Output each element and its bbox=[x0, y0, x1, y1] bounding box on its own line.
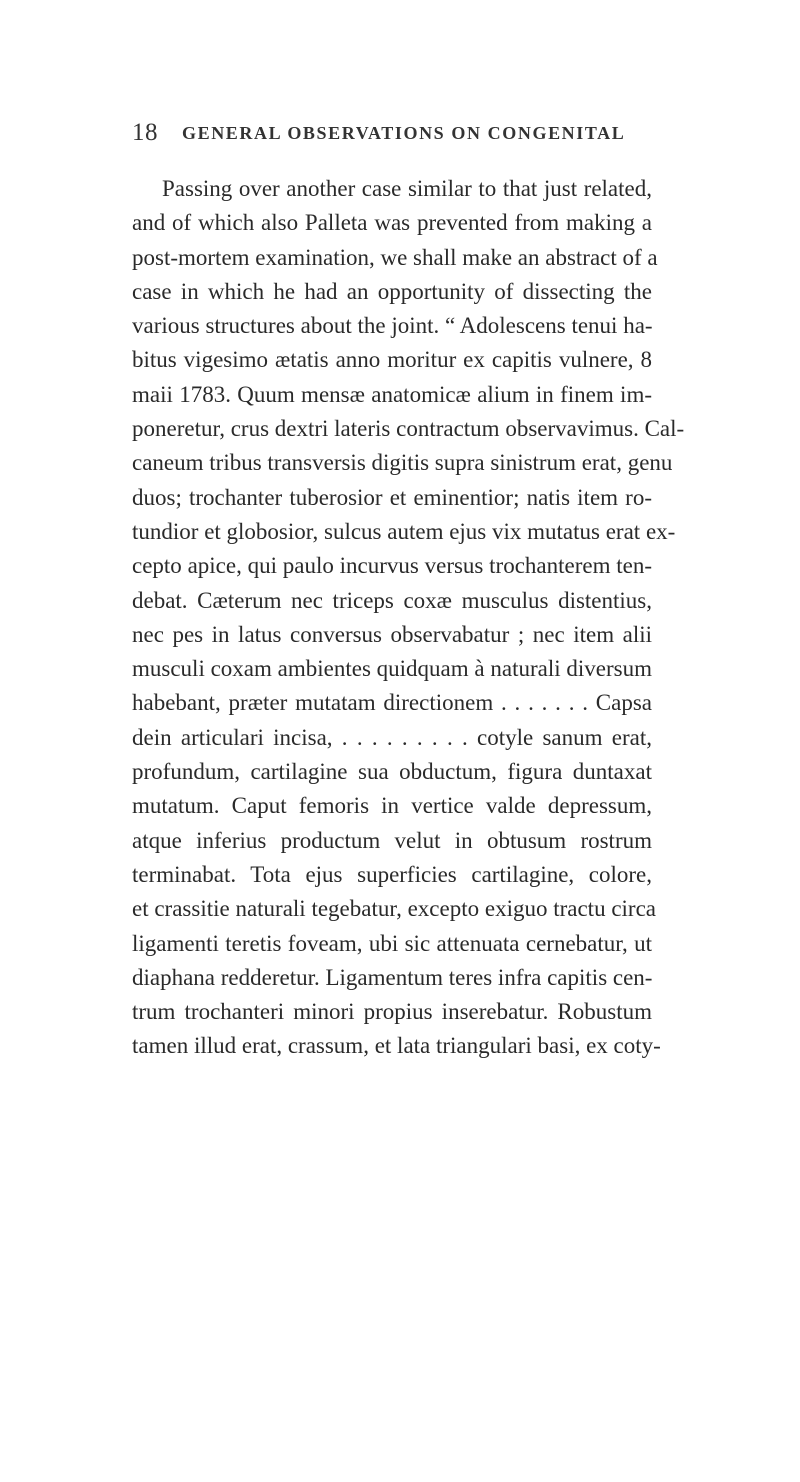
page-number: 18 bbox=[132, 119, 158, 146]
text-line: case in which he had an opportunity of dissecting the bbox=[132, 278, 652, 304]
text-line: poneretur, crus dextri lateris contractum observavimus. Cal- bbox=[132, 416, 685, 442]
text-line: dein articulari incisa, . . . . . . . . . cotyle sanum erat, bbox=[132, 724, 652, 750]
text-line: post-mortem examination, we shall make an abstract of a bbox=[132, 244, 658, 270]
text-line: bitus vigesimo ætatis anno moritur ex capitis vulnere, 8 bbox=[132, 347, 652, 373]
text-line: cepto apice, qui paulo incurvus versus trochanterem ten- bbox=[132, 553, 652, 579]
text-line: debat. Cæterum nec triceps coxæ musculus distentius, bbox=[132, 587, 652, 613]
text-line: tundior et globosior, sulcus autem ejus vix mutatus erat ex- bbox=[132, 518, 676, 544]
text-line: terminabat. Tota ejus superficies cartilagine, colore, bbox=[132, 861, 652, 887]
text-line: musculi coxam ambientes quidquam à naturali diversum bbox=[132, 656, 652, 682]
text-line: maii 1783. Quum mensæ anatomicæ alium in finem im- bbox=[132, 381, 652, 407]
text-line: trum trochanteri minori propius inserebatur. Robustum bbox=[132, 999, 652, 1025]
running-head-title: GENERAL OBSERVATIONS ON CONGENITAL bbox=[182, 123, 626, 143]
text-line: ligamenti teretis foveam, ubi sic attenuata cernebatur, ut bbox=[132, 930, 652, 956]
text-line: caneum tribus transversis digitis supra sinistrum erat, genu bbox=[132, 450, 673, 476]
text-line: tamen illud erat, crassum, et lata triangulari basi, ex coty- bbox=[132, 1033, 661, 1059]
text-line: duos; trochanter tuberosior et eminentior; natis item ro- bbox=[132, 484, 652, 510]
text-line: and of which also Palleta was prevented from making a bbox=[132, 210, 652, 236]
text-line: et crassitie naturali tegebatur, excepto exiguo tractu circa bbox=[132, 896, 656, 922]
text-line: mutatum. Caput femoris in vertice valde depressum, bbox=[132, 793, 652, 819]
running-head bbox=[132, 119, 652, 149]
text-line: various structures about the joint. “ Adolescens tenui ha- bbox=[132, 313, 653, 339]
text-line: atque inferius productum velut in obtusum rostrum bbox=[132, 827, 652, 853]
text-line: diaphana redderetur. Ligamentum teres infra capitis cen- bbox=[132, 964, 653, 990]
body-text bbox=[132, 172, 685, 1064]
text-line: habebant, præter mutatam directionem . . . . . . . Capsa bbox=[132, 690, 652, 716]
text-line: nec pes in latus conversus observabatur ; nec item alii bbox=[132, 621, 652, 647]
text-line: profundum, cartilagine sua obductum, figura duntaxat bbox=[132, 759, 652, 785]
text-line: Passing over another case similar to that just related, bbox=[162, 176, 652, 201]
